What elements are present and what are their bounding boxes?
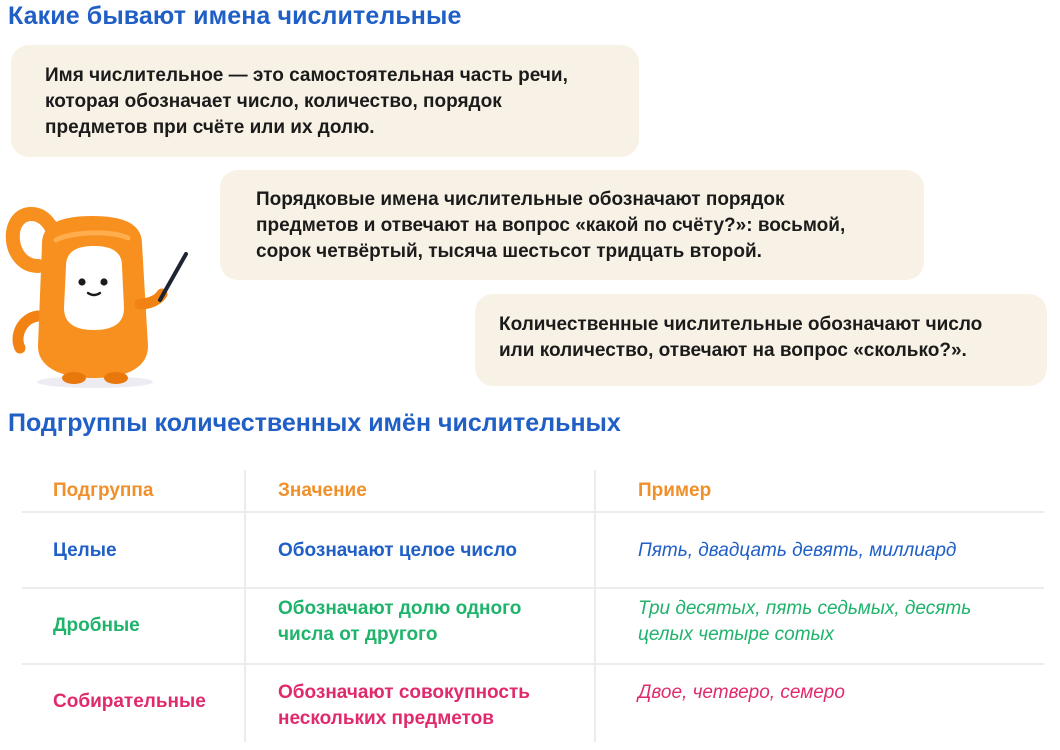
backpack-mascot-icon xyxy=(0,196,200,396)
table-header-example: Пример xyxy=(638,480,712,501)
ordinal-bubble xyxy=(220,170,924,280)
bubble-line: Количественные числительные обозначают число xyxy=(499,314,983,335)
bubble-line: сорок четвёртый, тысяча шестьсот тридцать второй. xyxy=(256,241,762,262)
bubble-line: или количество, отвечают на вопрос «сколько?». xyxy=(499,340,967,361)
table-cell-subgroup: Дробные xyxy=(53,615,140,636)
cardinal-bubble xyxy=(475,294,1047,386)
table-row-divider xyxy=(22,511,1044,513)
table-cell-example: целых четыре сотых xyxy=(638,624,835,645)
definition-bubble xyxy=(11,45,639,157)
table-header-subgroup: Подгруппа xyxy=(53,480,154,501)
table-row-divider xyxy=(22,587,1044,589)
table-cell-example: Три десятых, пять седьмых, десять xyxy=(638,598,972,619)
table-cell-meaning: нескольких предметов xyxy=(278,708,494,729)
table-cell-subgroup: Целые xyxy=(53,540,117,561)
page-title: Какие бывают имена числительные xyxy=(8,2,462,30)
table-cell-meaning: Обозначают целое число xyxy=(278,540,518,561)
bubble-line: Имя числительное — это самостоятельная часть речи, xyxy=(45,65,568,86)
bubble-line: которая обозначает число, количество, порядок xyxy=(45,91,502,112)
bubble-line: предметов и отвечают на вопрос «какой по счёту?»: восьмой, xyxy=(256,215,846,236)
table-cell-example: Двое, четверо, семеро xyxy=(638,682,845,703)
table-cell-meaning: числа от другого xyxy=(278,624,438,645)
table-cell-example: Пять, двадцать девять, миллиард xyxy=(638,540,957,561)
table-cell-subgroup: Собирательные xyxy=(53,691,206,712)
bubble-line: Порядковые имена числительные обозначают порядок xyxy=(256,189,785,210)
bubble-line: предметов при счёте или их долю. xyxy=(45,117,375,138)
table-row-divider xyxy=(22,663,1044,665)
table-header-meaning: Значение xyxy=(278,480,367,501)
table-cell-meaning: Обозначают долю одного xyxy=(278,598,522,619)
table-cell-meaning: Обозначают совокупность xyxy=(278,682,530,703)
section-subtitle: Подгруппы количественных имён числительных xyxy=(8,409,621,437)
